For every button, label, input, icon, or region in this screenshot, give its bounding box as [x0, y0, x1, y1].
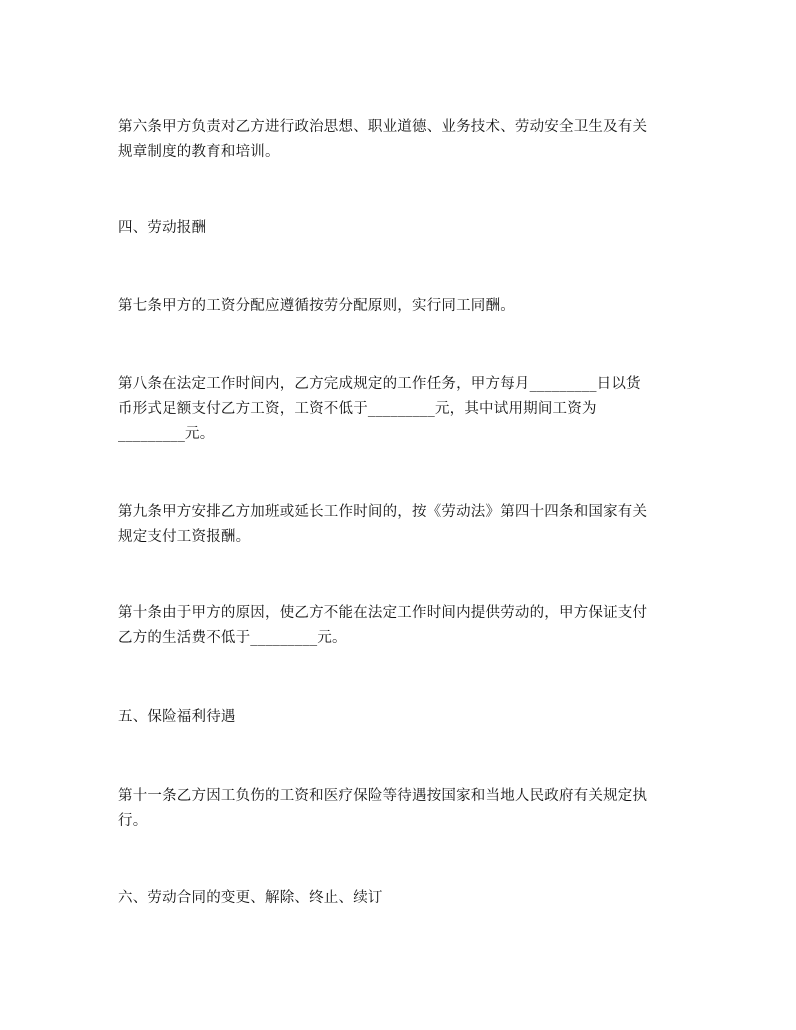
article-10-paragraph — [118, 601, 684, 651]
text-line: 第七条甲方的工资分配应遵循按劳分配原则，实行同工同酬。 — [118, 298, 515, 314]
section-4-heading — [118, 216, 684, 241]
text-line: 乙方的生活费不低于_________元。 — [118, 630, 347, 646]
article-11-paragraph — [118, 784, 684, 834]
text-line: 第八条在法定工作时间内，乙方完成规定的工作任务，甲方每月_________日以货 — [118, 376, 641, 392]
text-line: _________元。 — [118, 426, 215, 442]
text-line: 六、劳动合同的变更、解除、终止、续订 — [118, 890, 383, 906]
text-line: 规定支付工资报酬。 — [118, 529, 251, 545]
article-6-paragraph — [118, 115, 684, 165]
text-line: 五、保险福利待遇 — [118, 709, 236, 725]
text-line: 第九条甲方安排乙方加班或延长工作时间的，按《劳动法》第四十四条和国家有关 — [118, 504, 648, 520]
text-line: 第十一条乙方因工负伤的工资和医疗保险等待遇按国家和当地人民政府有关规定执 — [118, 788, 648, 804]
text-line: 规章制度的教育和培训。 — [118, 144, 280, 160]
text-line: 第六条甲方负责对乙方进行政治思想、职业道德、业务技术、劳动安全卫生及有关 — [118, 119, 648, 135]
article-8-paragraph — [118, 372, 684, 447]
article-9-paragraph — [118, 500, 684, 550]
text-line: 第十条由于甲方的原因，使乙方不能在法定工作时间内提供劳动的，甲方保证支付 — [118, 605, 648, 621]
article-7-paragraph — [118, 294, 684, 319]
text-line: 币形式足额支付乙方工资，工资不低于_________元，其中试用期间工资为 — [118, 401, 597, 417]
section-6-heading — [118, 886, 684, 911]
text-line: 四、劳动报酬 — [118, 220, 207, 236]
text-line: 行。 — [118, 813, 148, 829]
section-5-heading — [118, 705, 684, 730]
